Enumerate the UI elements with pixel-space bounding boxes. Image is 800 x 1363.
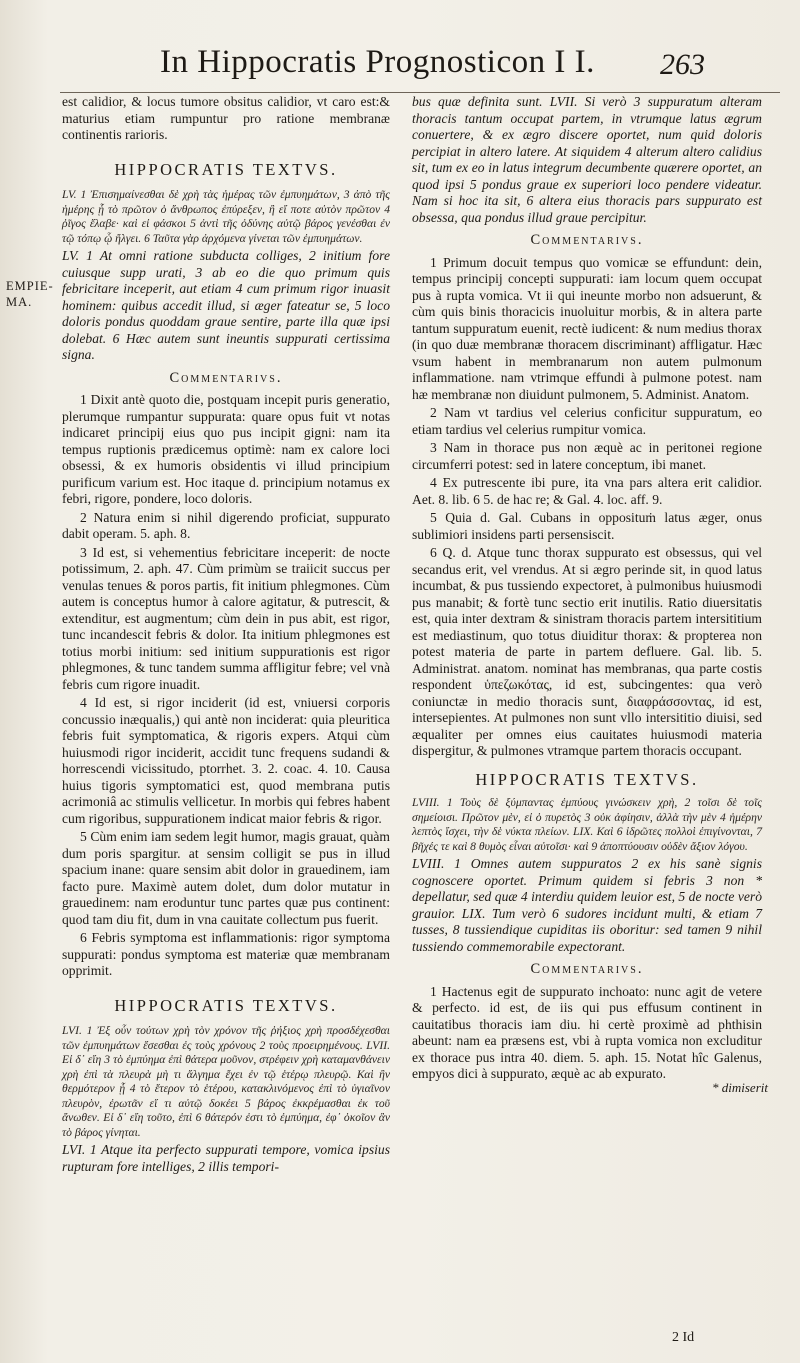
comment-p5: 5 Cùm enim iam sedem legit humor, magis grauat, quàm dum poris spargitur. at sensim colligit se pus in illud spacium inane: quare sensim abit dolor in grauedinem, iam facto pure. Maximè autem dolet, dum dolor mutatur in grauedinem: nam eroduntur tunc partes quæ pus continent: quod tam diu fit, dum in vna cauitate collectum pus fuerit. xyxy=(62,829,390,927)
right-heading-textus: HIPPOCRATIS TEXTVS. xyxy=(475,769,699,789)
left-column xyxy=(62,94,390,1177)
comment-p3: 3 Id est, si vehementius febricitare inceperit: de nocte potissimum, 2. aph. 47. Cùm primùm se traiicit succus per venulas tenues & poros partis, fit initium phlegmones. Cùm autem is conceptus humor à calore agitatur, & putrescit, & extenditur, est augmentum; cùm dein in pus abit, est rigor, tunc incandescit febris & dolor. Ita initium phlegmones est totius morbi initium: sed initium suppurationis est rigor phlegmones, & tunc tandem summa affligitur febre; vel vnà febris cum rigore inuadit. xyxy=(62,544,390,692)
right-column xyxy=(412,94,762,1085)
catchword: 2 Id xyxy=(672,1330,695,1345)
left-heading-textus: HIPPOCRATIS TEXTVS. xyxy=(114,159,338,179)
comment-r-p1: 1 Primum docuit tempus quo vomicæ se effundunt: dein, tempus principij concepti suppurati: iam locum quem occupat pus à rupta vomica. Vt ii qui ineunte morbo non adsuerunt, & cùm quis binis thoracicis inuoluitur morbis, & in altera parte tantum suppuratum euenit, rectè iudicent: & num medius thorax (in quo duæ membranæ thoracem discriminant) affligatur. Hæc vsum habent in membranarum non autem pulmonum inflammatione. nam vtrimque effundi à pulmone potest. nam hæ membranæ non diuidunt pulmonem, 5. Administ. Anatom. xyxy=(412,254,762,402)
comment-r-p4: 4 Ex putrescente ibi pure, ita vna pars altera erit calidior. Aet. 8. lib. 6 5. de hac re; & Gal. 4. loc. aff. 9. xyxy=(412,475,762,507)
latin-text-lv: LV. 1 At omni ratione subducta colliges, 2 initium fore cuiusque supp urati, 3 ab eo die quo primum quis febricitare inceperit, aut etiam 4 cum primum rigor inuasit hominem: quibus accedit illud, si æger fateatur se, 5 loco doloris pondus quoddam graue sentire, parte illa quæ ipsi dolebat. 6 Hæc autem sunt ineuntis suppurati certissima signa. xyxy=(62,248,390,362)
comment-r-p7: 1 Hactenus egit de suppurato inchoato: nunc agit de vetere & perfecto. id est, de iis qui pus effusum continent in cauitatibus thoracis iam diu. hi certè proximè ad phthisin abeunt: nam ea præsens est, vbi à rupta vomica non excluditur ex thorace pus intra 40. diem. 5. aph. 15. Notat hîc Galenus, empyos dici à suppurato, æquè ac ab expurato. xyxy=(412,983,762,1081)
latin-text-lviii: LVIII. 1 Omnes autem suppuratos 2 ex his sanè signis cognoscere oportet. Primum quidem si febris 3 non * depellatur, sed quæ 4 interdiu quidem leuior est, 5 de nocte verò grauior. LIX. Tum verò 6 sudores incidunt multi, & etiam 7 tusses, 8 tussiendique cupiditas iis oboritur: sed tamen 9 nihil tussiendo commemorabile expectorant. xyxy=(412,856,762,954)
comment-r-p3: 3 Nam in thorace pus non æquè ac in peritonei regione circumferri potest: sed in latere conceptum, ibi manet. xyxy=(412,440,762,472)
comment-r-p2: 2 Nam vt tardius vel celerius conficitur suppuratum, eo etiam tardius vel celerius rumpitur vomica. xyxy=(412,405,762,437)
left-heading-textus-2: HIPPOCRATIS TEXTVS. xyxy=(114,995,338,1015)
left-commentarius: Commentarivs. xyxy=(169,369,283,386)
margin-note-dimiserit: * dimiserit xyxy=(712,1080,768,1095)
comment-p2: 2 Natura enim si nihil digerendo proficiat, suppurato dabit operam. 5. aph. 8. xyxy=(62,509,390,541)
comment-r-p6: 6 Q. d. Atque tunc thorax suppurato est obsessus, qui vel secandus erit, vel vrendus. At si ægro perinde sit, in quod latus incumbat, & pus tussiendo expectoret, à pulmonibus huiusmodi pus manabit; & fortè tunc sectio erit inutilis. Ratio diuersitatis est, quia inter dextram & sinistram thoracis partem intersititium est mediastinum, quo totus diuiditur thorax: & propterea non potest materia de parte in partem defluere. Gal. lib. 5. Administrat. anatom. nominat has membranas, qua parte costis respondent ὑπεζωκότας, id est, subcingentes: qua verò coniunctæ in medio thoracis sunt, διαφράσσοντας, id est, intersepientes. At pulmones non sunt vllo intersititio diuisi, sed æqualiter per omnes eius cauitates huiusmodi materia dispergitur, & pulmones vtramque partem thoracis occupant. xyxy=(412,545,762,758)
latin-text-lvii: bus quæ definita sunt. LVII. Si verò 3 suppuratum alteram thoracis tantum occupat partem, in vtrumque latus ægrum conuertere, & ex ægro discere oportet, num quid doloris percipiat in altero latere. At siquidem 4 alterum altero calidius sit, tum ex eo in latus integrum decumbente quærere oportet, an quod ipsi 5 pondus graue ex superiori loco pendere videatur. Nam si hoc ita sit, 6 altera eius thoracis pars suppurato est obsessa, qua pondus illud graue percipitur. xyxy=(412,94,762,225)
comment-p1: 1 Dixit antè quoto die, postquam incepit puris generatio, plerumque rumpantur suppurata: quare opus fuit vt notas indicaret principij eius quo pus incipit gigni: nam ita tempus ruptionis prædicemus optimè: nam ex calore loci obsessi, & ex humoris obsidentis vi illud principium purificum varium est. Hoc itaque d. principium notamus ex febri, rigore, pondere, loco doloris. xyxy=(62,392,390,506)
greek-text-lv: LV. 1 Ἐπισημαίνεσθαι δὲ χρὴ τὰς ἡμέρας τῶν ἐμπυημάτων, 3 ἀπὸ τῆς ἡμέρης ᾗ τὸ πρῶτον ὁ ἄνθρωπος ἐπύρεξεν, ἢ εἴ ποτε αὐτὸν πρῶτον 4 ῥῖγος ἔλαβε· καὶ εἰ φάσκοι 5 ἀντὶ τῆς ὀδύνης αὐτῷ βάρος γενέσθαι ἐν τῷ τόπῳ ᾧ ἤλγει. 6 Ταῦτα γὰρ ἀρχόμενα γίνεται τῶν ἐμπυημάτων. xyxy=(62,188,390,245)
greek-text-lviii: LVIII. 1 Τοὺς δὲ ξύμπαντας ἐμπύους γινώσκειν χρὴ, 2 τοῖσι δὲ τοῖς σημείοισι. Πρῶτον μὲν, εἰ ὁ πυρετὸς 3 οὐκ ἀφίησιν, ἀλλὰ τὴν μὲν 4 ἡμέρην λεπτὸς ἴσχει, τὴν δὲ νύκτα πλείων. LIX. Καὶ 6 ἱδρῶτες πολλοὶ ἐπιγίνονται, 7 βῆχές τε καὶ 8 θυμὸς εἶναι αὐτοῖσι· καὶ 9 ἀποπτύουσιν οὐδὲν ἄξιον λόγου. xyxy=(412,796,762,853)
running-title: In Hippocratis Prognosticon I I. xyxy=(160,44,595,80)
greek-text-lvi: LVI. 1 Ἐξ οὖν τούτων χρὴ τὸν χρόνον τῆς ῥήξιος χρὴ προσδέχεσθαι τῶν ἐμπυημάτων ἔσεσθαι ἐς τοὺς χρόνους 2 τοὺς προειρημένους. LVII. Εἰ δ᾽ εἴη 3 τὸ ἐμπύημα ἐπὶ θάτερα μοῦνον, στρέφειν χρὴ καταμανθάνειν χρὴ ἐπὶ τὰ πλευρὰ μὴ τι ἄλγημα ἔχει ἐν τῷ ἑτέρῳ πλευρῷ. Καὶ ἢν θερμότερον ᾖ 4 τὸ ἕτερον τὸ ἑτέρου, κατακλινόμενος ἐπὶ τὸ ὑγιαῖνον πλευρὸν, ἐρωτᾶν εἴ τι αὐτῷ δοκέει 5 βάρος ἐκκρέμασθαι ἐκ τοῦ ἄνωθεν. Εἰ δ᾽ εἴη τοῦτο, ἐπὶ 6 θάτερόν ἐστι τὸ ἐμπύημα, ἐφ᾽ ὁκοῖον ἂν τὸ βάρος γίνηται. xyxy=(62,1024,390,1139)
header-rule xyxy=(60,92,780,93)
comment-r-p5: 5 Quia d. Gal. Cubans in opposituṁ latus æger, onus sublimiori insidens parti persensiscit. xyxy=(412,510,762,542)
latin-text-lvi: LVI. 1 Atque ita perfecto suppurati tempore, vomica ipsius rupturam fore intelliges, 2 illis tempori- xyxy=(62,1142,390,1174)
margin-note-empiema: EMPIE- MA. xyxy=(6,279,54,309)
comment-p6: 6 Febris symptoma est inflammationis: rigor symptoma suppurati: pondus symptoma est materiæ quæ membranam opprimit. xyxy=(62,930,390,978)
right-commentarius-2: Commentarivs. xyxy=(530,961,644,977)
left-intro: est calidior, & locus tumore obsitus calidior, vt caro est:& maturius etiam rumpuntur pro ratione membranæ continentis rarioris. xyxy=(62,94,390,142)
page-number: 263 xyxy=(660,48,705,81)
comment-p4: 4 Id est, si rigor inciderit (id est, vniuersi corporis concussio inæqualis,) qui antè non inciderat: quia pleuritica febris fuit symptomatica, & rigoris expers. Atqui cùm huiusmodi rigor inciderit, accidit tunc frequens sudandi & horrescendi vicissitudo, ptorrhet. 3. 2. coac. 4. 10. Causa huius tigoris symptomatici est, quod membrana putis acrimoniâ ac stimulis vellicetur. In morbis qui febres habent cum rigoribus, suppurationem indicat maior febris & rigor. xyxy=(62,695,390,826)
right-commentarius: Commentarivs. xyxy=(530,232,644,248)
